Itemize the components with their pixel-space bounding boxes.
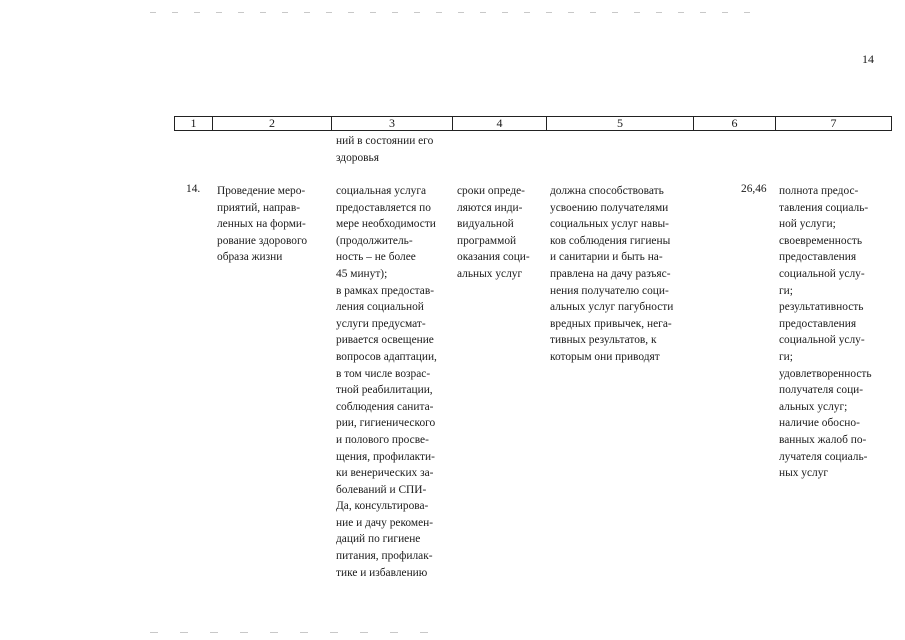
- text-line: программой: [457, 234, 517, 247]
- text-line: и полового просве-: [336, 433, 429, 446]
- standard-col5: [550, 183, 690, 366]
- text-line: даций по гигиене: [336, 533, 421, 546]
- text-line: социальной услу-: [779, 334, 865, 347]
- text-line: питания, профилак-: [336, 550, 433, 563]
- text-line: мере необходимости: [336, 218, 436, 231]
- text-line: тной реабилитации,: [336, 384, 433, 397]
- text-line: предоставляется по: [336, 201, 431, 214]
- text-line: которым они приводят: [550, 350, 660, 363]
- text-line: тивных результатов, к: [550, 334, 657, 347]
- text-line: приятий, направ-: [217, 201, 301, 214]
- price-col6: 26,46: [741, 183, 767, 195]
- text-line: ки венерических за-: [336, 467, 434, 480]
- header-cell-5: 5: [547, 117, 694, 131]
- text-line: результативность: [779, 301, 864, 314]
- text-line: Да, консультирова-: [336, 500, 429, 513]
- text-line: вопросов адаптации,: [336, 350, 437, 363]
- service-name-col2: [217, 183, 329, 266]
- scan-speck: [150, 12, 760, 13]
- text-line: (продолжитель-: [336, 234, 413, 247]
- scan-speck: [150, 632, 450, 633]
- text-line: ность – не более: [336, 251, 416, 264]
- text-line: социальных услуг навы-: [550, 218, 669, 231]
- text-line: альных услуг пагубности: [550, 301, 674, 314]
- text-line: рии, гигиенического: [336, 417, 436, 430]
- text-line: ных услуг: [779, 467, 829, 480]
- text-line: тике и избавлению: [336, 566, 428, 579]
- column-number-header: [174, 116, 892, 131]
- text-line: усвоению получателями: [550, 201, 669, 214]
- text-line: ванных жалоб по-: [779, 433, 867, 446]
- text-line: предоставления: [779, 317, 857, 330]
- text-line: полнота предос-: [779, 185, 859, 197]
- text-line: услуги предусмат-: [336, 317, 426, 330]
- text-line: здоровья: [336, 151, 379, 164]
- text-line: в рамках предостав-: [336, 284, 435, 297]
- text-line: сроки опреде-: [457, 185, 525, 197]
- quality-indicators-col7: [779, 183, 886, 482]
- text-line: предоставления: [779, 251, 857, 264]
- text-line: ги;: [779, 284, 793, 297]
- header-cell-6: 6: [694, 117, 776, 131]
- header-cell-1: 1: [175, 117, 213, 131]
- text-line: правлена на дачу разъяс-: [550, 267, 671, 280]
- text-line: вредных привычек, нега-: [550, 317, 672, 330]
- text-line: нения получателю соци-: [550, 284, 669, 297]
- text-line: получателя соци-: [779, 384, 864, 397]
- text-line: удовлетворенность: [779, 367, 872, 380]
- text-line: лучателя социаль-: [779, 450, 868, 463]
- text-line: ной услуги;: [779, 218, 836, 231]
- text-line: ний в состоянии его: [336, 135, 434, 147]
- text-line: альных услуг: [457, 267, 523, 280]
- text-line: должна способствовать: [550, 185, 664, 197]
- text-line: наличие обосно-: [779, 417, 860, 430]
- continuation-col3: [336, 133, 448, 166]
- text-line: в том числе возрас-: [336, 367, 431, 380]
- text-line: ков соблюдения гигиены: [550, 234, 671, 247]
- service-description-col3: [336, 183, 448, 581]
- header-cell-4: 4: [453, 117, 547, 131]
- text-line: своевременность: [779, 234, 863, 247]
- text-line: образа жизни: [217, 251, 283, 264]
- header-cell-3: 3: [332, 117, 453, 131]
- timing-col4: [457, 183, 543, 283]
- text-line: ние и дачу рекомен-: [336, 516, 434, 529]
- text-line: соблюдения санита-: [336, 400, 434, 413]
- page-number: 14: [862, 52, 874, 66]
- text-line: Проведение меро-: [217, 185, 306, 197]
- text-line: рование здорового: [217, 234, 308, 247]
- text-line: и санитарии и быть на-: [550, 251, 663, 264]
- text-line: видуальной: [457, 218, 514, 231]
- text-line: альных услуг;: [779, 400, 848, 413]
- text-line: щения, профилакти-: [336, 450, 435, 463]
- text-line: ления социальной: [336, 301, 424, 314]
- text-line: ги;: [779, 350, 793, 363]
- text-line: ляются инди-: [457, 201, 523, 214]
- text-line: оказания соци-: [457, 251, 530, 264]
- text-line: 45 минут);: [336, 267, 388, 280]
- header-cell-2: 2: [213, 117, 332, 131]
- header-cell-7: 7: [776, 117, 892, 131]
- text-line: социальной услу-: [779, 267, 865, 280]
- text-line: тавления социаль-: [779, 201, 869, 214]
- text-line: ривается освещение: [336, 334, 434, 347]
- text-line: ленных на форми-: [217, 218, 306, 231]
- text-line: социальная услуга: [336, 185, 427, 197]
- text-line: болеваний и СПИ-: [336, 483, 427, 496]
- row-number: 14.: [186, 183, 201, 195]
